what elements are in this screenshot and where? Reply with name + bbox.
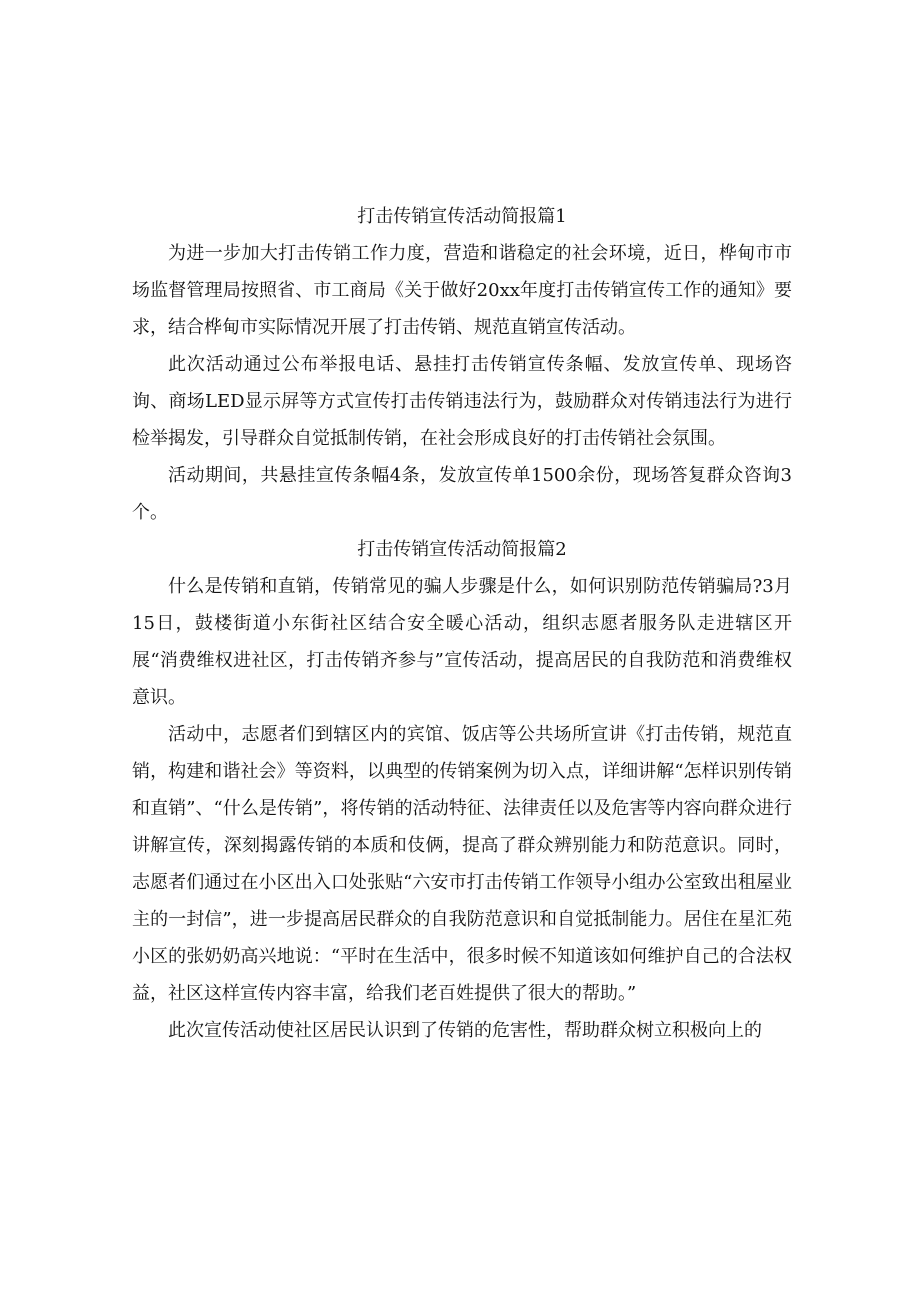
section-1-paragraph-1: 为进一步加大打击传销工作力度，营造和谐稳定的社会环境，近日，桦甸市市场监督管理局按照省、市工商局《关于做好20xx年度打击传销宣传工作的通知》要求，结合桦甸市实际情况开展了打击传销、规范直销宣传活动。 — [132, 243, 792, 338]
section-1-title: 打击传销宣传活动简报篇1 — [357, 206, 567, 227]
section-2-title: 打击传销宣传活动简报篇2 — [357, 539, 567, 560]
section-1-paragraph-2: 此次活动通过公布举报电话、悬挂打击传销宣传条幅、发放宣传单、现场咨询、商场LED显示屏等方式宣传打击传销违法行为，鼓励群众对传销违法行为进行检举揭发，引导群众自觉抵制传销，在社会形成良好的打击传销社会氛围。 — [132, 354, 792, 449]
section-2-paragraph-1: 什么是传销和直销，传销常见的骗人步骤是什么，如何识别防范传销骗局?3月15日，鼓楼街道小东街社区结合安全暖心活动，组织志愿者服务队走进辖区开展“消费维权进社区，打击传销齐参与”宣传活动，提高居民的自我防范和消费维权意识。 — [132, 576, 792, 708]
section-1-paragraph-3: 活动期间，共悬挂宣传条幅4条，发放宣传单1500余份，现场答复群众咨询3个。 — [132, 465, 792, 523]
document-body — [132, 198, 792, 1049]
section-2-paragraph-3: 此次宣传活动使社区居民认识到了传销的危害性，帮助群众树立积极向上的 — [168, 1020, 762, 1041]
section-2-paragraph-2: 活动中，志愿者们到辖区内的宾馆、饭店等公共场所宣讲《打击传销，规范直销，构建和谐社会》等资料，以典型的传销案例为切入点，详细讲解“怎样识别传销和直销”、“什么是传销”，将传销的活动特征、法律责任以及危害等内容向群众进行讲解宣传，深刻揭露传销的本质和伎俩，提高了群众辨别能力和防范意识。同时，志愿者们通过在小区出入口处张贴“六安市打击传销工作领导小组办公室致出租屋业主的一封信”，进一步提高居民群众的自我防范意识和自觉抵制能力。居住在星汇苑小区的张奶奶高兴地说：“平时在生活中，很多时候不知道该如何维护自己的合法权益，社区这样宣传内容丰富，给我们老百姓提供了很大的帮助。” — [132, 724, 792, 1004]
